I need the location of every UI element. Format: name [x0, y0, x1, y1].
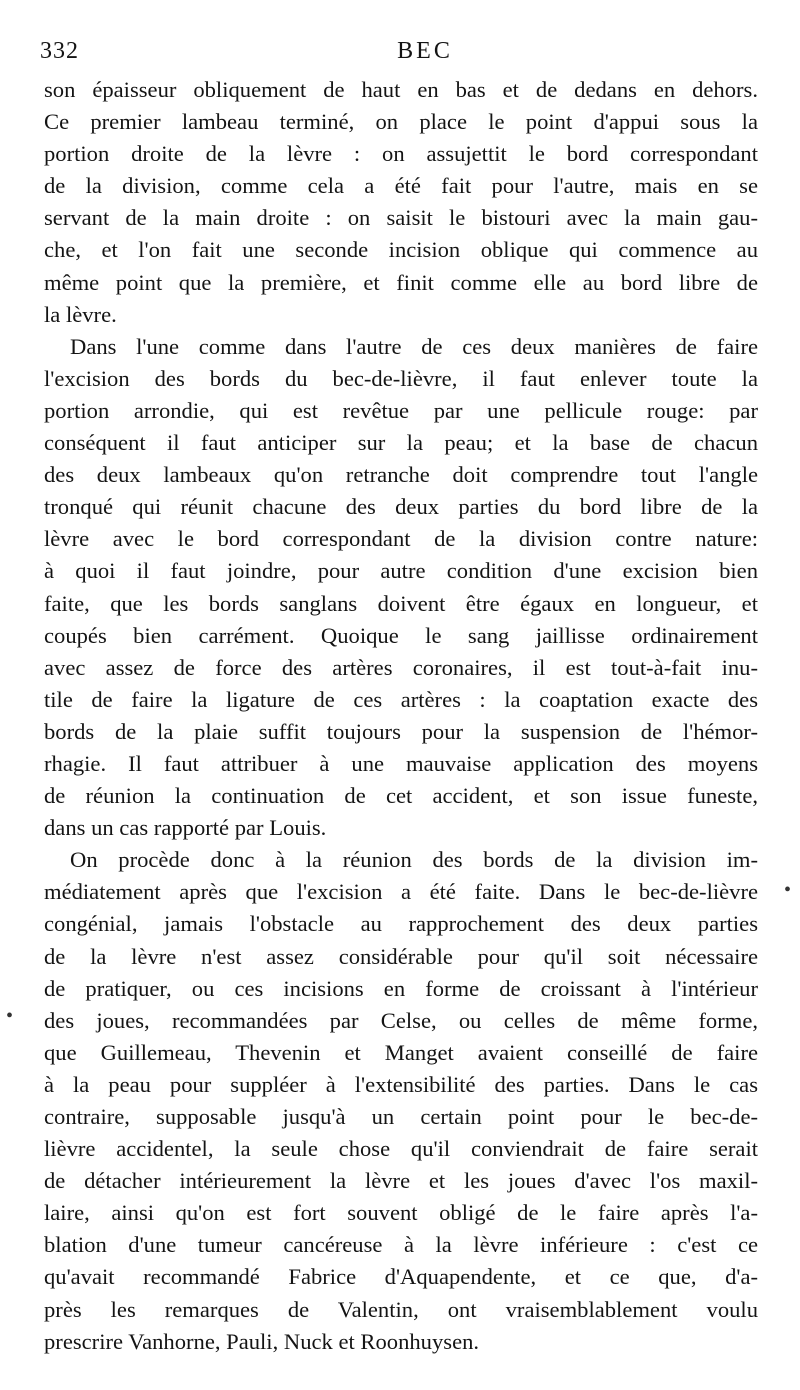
- text-line: laire, ainsi qu'on est fort souvent obligé de le faire après l'a-: [44, 1200, 758, 1226]
- text-line: che, et l'on fait une seconde incision oblique qui commence au: [44, 237, 758, 263]
- text-line: portion droite de la lèvre : on assujettit le bord correspondant: [44, 141, 758, 167]
- text-line: son épaisseur obliquement de haut en bas et de dedans en dehors.: [44, 77, 758, 102]
- body-text: [44, 74, 758, 1358]
- text-line: que Guillemeau, Thevenin et Manget avaient conseillé de faire: [44, 1039, 758, 1065]
- text-line: de détacher intérieurement la lèvre et les joues d'avec l'os maxil-: [44, 1168, 758, 1194]
- text-line: contraire, supposable jusqu'à un certain point pour le bec-de-: [44, 1104, 758, 1129]
- margin-mark: •: [784, 879, 792, 901]
- text-line: à quoi il faut joindre, pour autre condition d'une excision bien: [44, 558, 758, 584]
- text-line: dans un cas rapporté par Louis.: [44, 815, 327, 841]
- text-line: lièvre accidentel, la seule chose qu'il conviendrait de faire serait: [44, 1136, 758, 1162]
- text-line: des deux lambeaux qu'on retranche doit comprendre tout l'angle: [44, 462, 758, 488]
- text-line: servant de la main droite : on saisit le bistouri avec la main gau-: [44, 205, 758, 231]
- text-line: Ce premier lambeau terminé, on place le point d'appui sous la: [44, 109, 758, 135]
- text-line: prescrire Vanhorne, Pauli, Nuck et Roonhuysen.: [44, 1328, 480, 1354]
- paragraph-first-line: Dans l'une comme dans l'autre de ces deux manières de faire: [70, 333, 758, 359]
- running-head: BEC: [397, 38, 453, 64]
- text-line: de la division, comme cela a été fait pour l'autre, mais en se: [44, 173, 758, 199]
- text-line: coupés bien carrément. Quoique le sang jaillisse ordinairement: [44, 622, 758, 648]
- text-line: avec assez de force des artères coronaires, il est tout-à-fait inu-: [44, 654, 758, 680]
- text-line: blation d'une tumeur cancéreuse à la lèvre inférieure : c'est ce: [44, 1232, 758, 1258]
- text-line: la lèvre.: [44, 301, 117, 327]
- text-line: lèvre avec le bord correspondant de la division contre nature:: [44, 526, 758, 552]
- text-line: de réunion la continuation de cet accident, et son issue funeste,: [44, 783, 758, 809]
- page-header: [40, 38, 780, 72]
- text-line: conséquent il faut anticiper sur la peau; et la base de chacun: [44, 430, 758, 456]
- text-line: congénial, jamais l'obstacle au rapprochement des deux parties: [44, 911, 758, 937]
- text-line: près les remarques de Valentin, ont vraisemblablement voulu: [44, 1296, 758, 1322]
- margin-mark: •: [6, 1005, 14, 1027]
- text-line: même point que la première, et finit comme elle au bord libre de: [44, 269, 758, 295]
- text-line: l'excision des bords du bec-de-lièvre, il faut enlever toute la: [44, 365, 758, 391]
- text-line: des joues, recommandées par Celse, ou celles de même forme,: [44, 1007, 758, 1033]
- page-number: 332: [40, 38, 79, 64]
- text-line: bords de la plaie suffit toujours pour la suspension de l'hémor-: [44, 718, 758, 744]
- text-line: médiatement après que l'excision a été faite. Dans le bec-de-lièvre: [44, 879, 758, 905]
- text-line: qu'avait recommandé Fabrice d'Aquapendente, et ce que, d'a-: [44, 1264, 758, 1290]
- text-line: tronqué qui réunit chacune des deux parties du bord libre de la: [44, 494, 758, 520]
- text-line: rhagie. Il faut attribuer à une mauvaise application des moyens: [44, 750, 758, 776]
- text-line: de la lèvre n'est assez considérable pour qu'il soit nécessaire: [44, 943, 758, 969]
- text-line: à la peau pour suppléer à l'extensibilité des parties. Dans le cas: [44, 1071, 758, 1097]
- text-line: faite, que les bords sanglans doivent être égaux en longueur, et: [44, 590, 758, 616]
- text-line: tile de faire la ligature de ces artères : la coaptation exacte des: [44, 686, 758, 712]
- text-line: de pratiquer, ou ces incisions en forme de croissant à l'intérieur: [44, 975, 758, 1001]
- text-line: portion arrondie, qui est revêtue par une pellicule rouge: par: [44, 397, 758, 423]
- paragraph-first-line: On procède donc à la réunion des bords de la division im-: [70, 847, 758, 873]
